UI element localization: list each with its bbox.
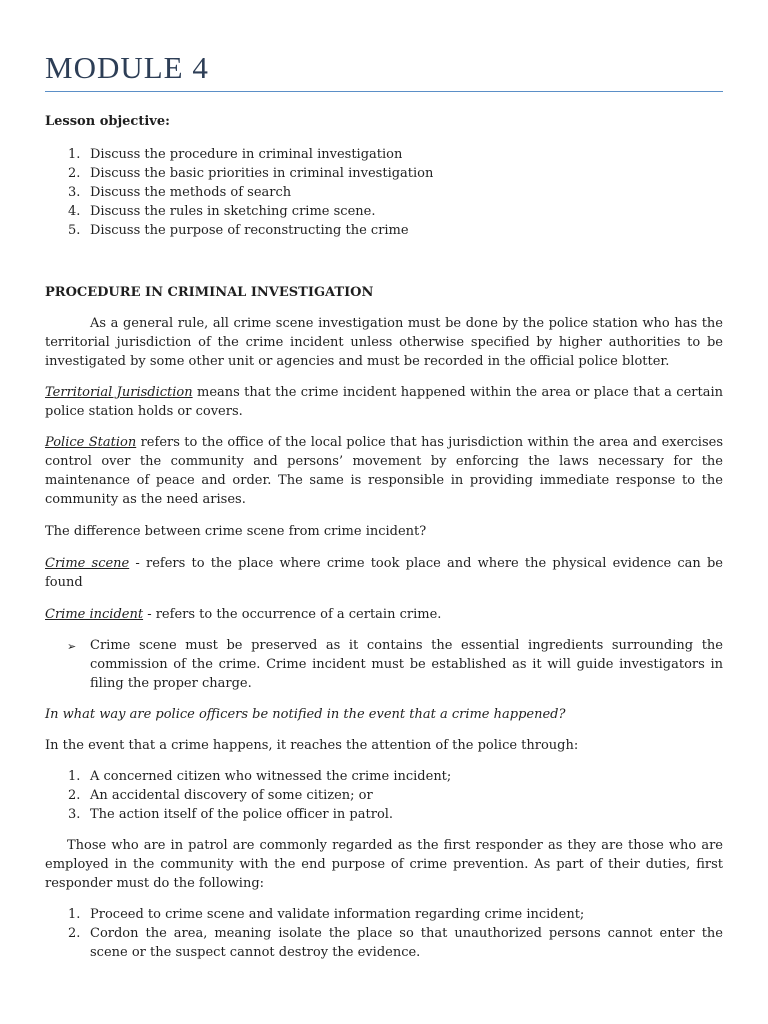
objective-item: 4. Discuss the rules in sketching crime scene.	[68, 204, 376, 219]
patrol-paragraph: Those who are in patrol are commonly regarded as the first responder as they are those who are employed in the community with the end purpose of crime prevention. As part of their duties, first responder must do the following:	[45, 838, 723, 891]
difference-question: The difference between crime scene from crime incident?	[45, 524, 427, 539]
attention-list	[45, 767, 723, 824]
document-body	[45, 112, 723, 962]
preservation-bullet-list	[45, 636, 723, 693]
responder-list	[45, 905, 723, 962]
crime-incident-paragraph: Crime incident - refers to the occurrence of a certain crime.	[45, 607, 442, 622]
list-item: ➢ Crime scene must be preserved as it contains the essential ingredients surrounding the commission of the crime. Crime incident must be established as it will guide investigators in filing the proper charge.	[67, 638, 723, 691]
objectives-list	[45, 145, 723, 240]
section-heading: PROCEDURE IN CRIMINAL INVESTIGATION	[45, 285, 374, 300]
list-item: 3. The action itself of the police officer in patrol.	[68, 807, 394, 822]
list-item: 1. A concerned citizen who witnessed the crime incident;	[68, 769, 452, 784]
title-divider	[45, 91, 723, 92]
list-item: 2. An accidental discovery of some citizen; or	[68, 788, 373, 803]
crime-scene-paragraph: Crime scene - refers to the place where crime took place and where the physical evidence can be found	[45, 556, 723, 590]
objective-item: 3. Discuss the methods of search	[68, 185, 292, 200]
notified-question: In what way are police officers be notified in the event that a crime happened?	[45, 707, 566, 722]
list-item: 2. Cordon the area, meaning isolate the place so that unauthorized persons cannot enter the scene or the suspect cannot destroy the evidence.	[68, 926, 723, 960]
module-title: MODULE 4	[45, 50, 209, 85]
attention-intro: In the event that a crime happens, it reaches the attention of the police through:	[45, 738, 579, 753]
objective-item: 1. Discuss the procedure in criminal investigation	[68, 147, 403, 162]
territorial-jurisdiction-paragraph: Territorial Jurisdiction means that the crime incident happened within the area or place that a certain police station holds or covers.	[45, 385, 723, 419]
objective-item: 5. Discuss the purpose of reconstructing the crime	[68, 223, 409, 238]
crime-scene-term: Crime scene	[45, 556, 130, 571]
objective-item: 2. Discuss the basic priorities in criminal investigation	[68, 166, 434, 181]
police-station-paragraph: Police Station refers to the office of the local police that has jurisdiction within the area and exercises control over the community and persons’ movement by enforcing the laws necessary for the maintenance of peace and order. The same is responsible in providing immediate response to the community as the need arises.	[45, 435, 724, 507]
lesson-objective-label: Lesson objective:	[45, 114, 170, 129]
crime-incident-term: Crime incident	[45, 607, 144, 622]
territorial-jurisdiction-term: Territorial Jurisdiction	[45, 385, 193, 400]
arrow-bullet-icon: ➢	[67, 640, 77, 653]
intro-paragraph: As a general rule, all crime scene investigation must be done by the police station who has the territorial jurisdiction of the crime incident unless otherwise specified by higher authorities to be investigated by some other unit or agencies and must be recorded in the official police blotter.	[45, 316, 723, 369]
list-item: 1. Proceed to crime scene and validate information regarding crime incident;	[68, 907, 585, 922]
police-station-term: Police Station	[45, 435, 137, 450]
